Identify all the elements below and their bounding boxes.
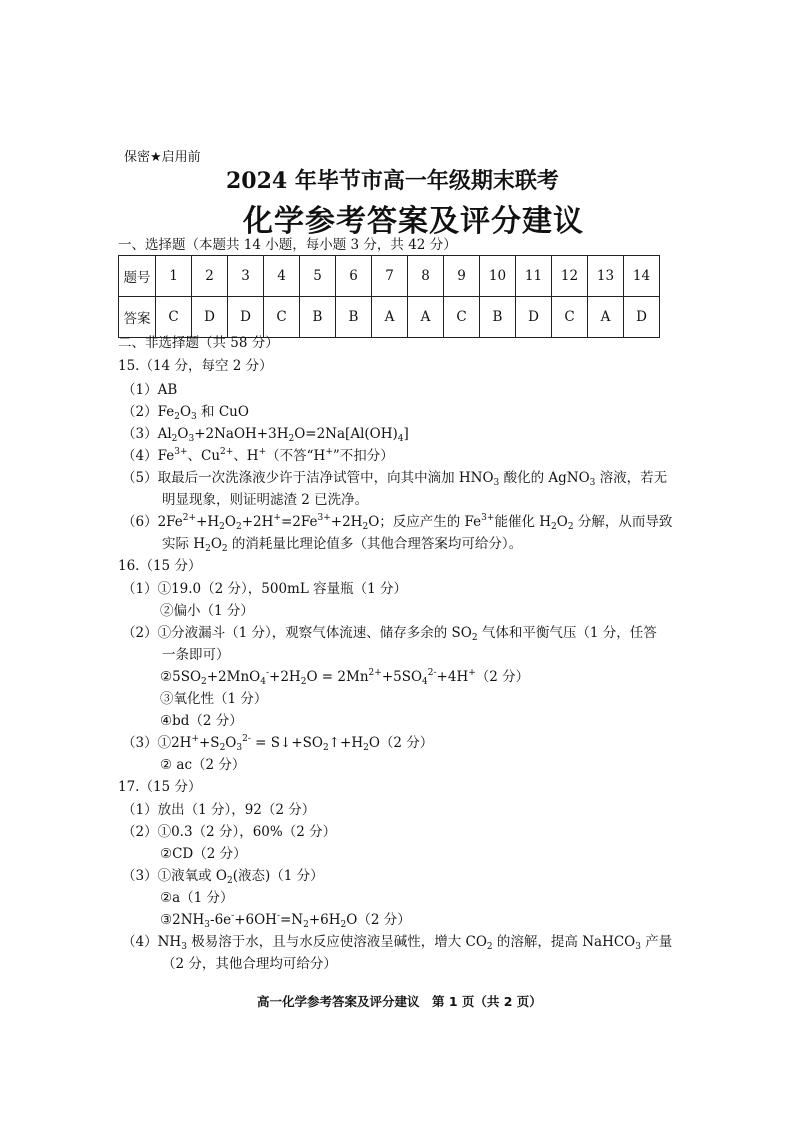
answer-cell: D [516, 297, 552, 338]
row-label-number: 题号 [119, 256, 156, 297]
answer-cell: B [300, 297, 336, 338]
q17-answer-2b: ②CD（2 分） [160, 846, 247, 862]
answer-table [118, 255, 660, 338]
section-2-title: 二、非选择题（共 58 分） [118, 335, 279, 351]
question-number: 2 [192, 256, 228, 297]
q15-heading: 15.（14 分，每空 2 分） [118, 358, 273, 374]
q17-heading: 17.（15 分） [118, 779, 202, 795]
q17-answer-4-cont: （2 分，其他合理均可给分） [162, 956, 337, 972]
q15-answer-5: （5）取最后一次洗涤液少许于洁净试管中，向其中滴加 $HNO_3$ 酸化的 AgNO$_3$ 溶液，若无 [122, 470, 668, 488]
row-label-answer: 答案 [119, 297, 156, 338]
q15-answer-5-cont: 明显现象，则证明滤渣 2 已洗净。 [162, 492, 369, 508]
question-number: 14 [624, 256, 660, 297]
q16-answer-2d: ④bd（2 分） [160, 713, 243, 729]
question-number: 4 [264, 256, 300, 297]
q15-answer-4: $(4)Fe^{3+}$、$Cu^{2+}$、H+（不答“H+”不扣分） [122, 447, 394, 464]
section-1-title: 一、选择题（本题共 14 小题，每小题 3 分，共 42 分） [118, 237, 457, 253]
answer-cell: D [192, 297, 228, 338]
question-number: 11 [516, 256, 552, 297]
question-number: 8 [408, 256, 444, 297]
q16-answer-3: $(3)①2H^++S_2O_3^{2-}$ = $S↓+SO_2↑+H_2O(2$ 分） [122, 734, 434, 753]
q16-answer-2b: $②5SO_2+2MnO_4^-+2H_2O = 2Mn^{2+}+5SO_4^{2-}+4H^+(2$ 分） [160, 668, 530, 687]
answer-cell: C [156, 297, 192, 338]
question-number: 6 [336, 256, 372, 297]
q16-answer-2c: ③氧化性（1 分） [160, 691, 268, 707]
q17-answer-4: $(4)NH_3$ 极易溶于水，且与水反应使溶液呈碱性，增大 $CO_2$ 的溶解，提高 NaHCO$_3$ 产量 [122, 934, 673, 952]
q17-answer-3b: ②a（1 分） [160, 890, 234, 906]
answer-cell: D [624, 297, 660, 338]
question-number: 12 [552, 256, 588, 297]
question-number: 1 [156, 256, 192, 297]
question-number: 13 [588, 256, 624, 297]
answer-cell: A [372, 297, 408, 338]
q17-answer-1: （1）放出（1 分），92（2 分） [122, 802, 316, 818]
q17-answer-3: （3）①液氧或 $O_2$(液态)（1 分） [122, 868, 324, 886]
q16-answer-3b: ② ac（2 分） [160, 757, 246, 773]
answer-cell: D [228, 297, 264, 338]
q15-answer-3: $(3)Al_2O_3+2NaOH+3H_2O=2Na[Al(OH)_4]$ [122, 426, 409, 444]
answer-cell: C [264, 297, 300, 338]
answer-cell: C [552, 297, 588, 338]
answer-cell: B [336, 297, 372, 338]
q16-heading: 16.（15 分） [118, 558, 202, 574]
question-number: 3 [228, 256, 264, 297]
q15-answer-6: $(6)2Fe^{2+}+H_2O_2+2H^+=2Fe^{3+}+2H_2O$；反应产生的 $Fe^{3+}$能催化 $H_2O_2$ 分解，从而导致 [122, 513, 673, 532]
page-footer: 高一化学参考答案及评分建议 第 1 页（共 2 页） [257, 994, 542, 1009]
exam-title: 2024 年毕节市高一年级期末联考 [226, 168, 559, 194]
q17-answer-2: （2）①0.3（2 分），60%（2 分） [122, 824, 337, 840]
q15-answer-2: $(2)Fe_2O_3$ 和 CuO [122, 404, 249, 422]
confidential-label: 保密★启用前 [124, 150, 201, 165]
answer-row [119, 297, 660, 338]
q16-answer-2: （2）①分液漏斗（1 分），观察气体流速、储存多余的 $SO_2$ 气体和平衡气压（1 分，任答 [122, 625, 657, 643]
question-number: 9 [444, 256, 480, 297]
answer-cell: A [588, 297, 624, 338]
q15-answer-6-cont: 实际 $H_2O_2$ 的消耗量比理论值多（其他合理答案均可给分）。 [162, 536, 523, 554]
q16-answer-1b: ②偏小（1 分） [160, 603, 254, 619]
q15-answer-1: （1）AB [122, 382, 178, 398]
question-number: 10 [480, 256, 516, 297]
q17-answer-3c: $③2NH_3-6e^-+6OH^-=N_2+6H_2O(2$ 分） [160, 911, 411, 930]
document-title: 化学参考答案及评分建议 [243, 204, 584, 239]
question-number: 5 [300, 256, 336, 297]
q16-answer-1: （1）①19.0（2 分），500mL 容量瓶（1 分） [122, 581, 407, 597]
question-number-row [119, 256, 660, 297]
answer-cell: B [480, 297, 516, 338]
question-number: 7 [372, 256, 408, 297]
q16-answer-2-cont: 一条即可） [162, 647, 230, 663]
answer-cell: C [444, 297, 480, 338]
answer-cell: A [408, 297, 444, 338]
